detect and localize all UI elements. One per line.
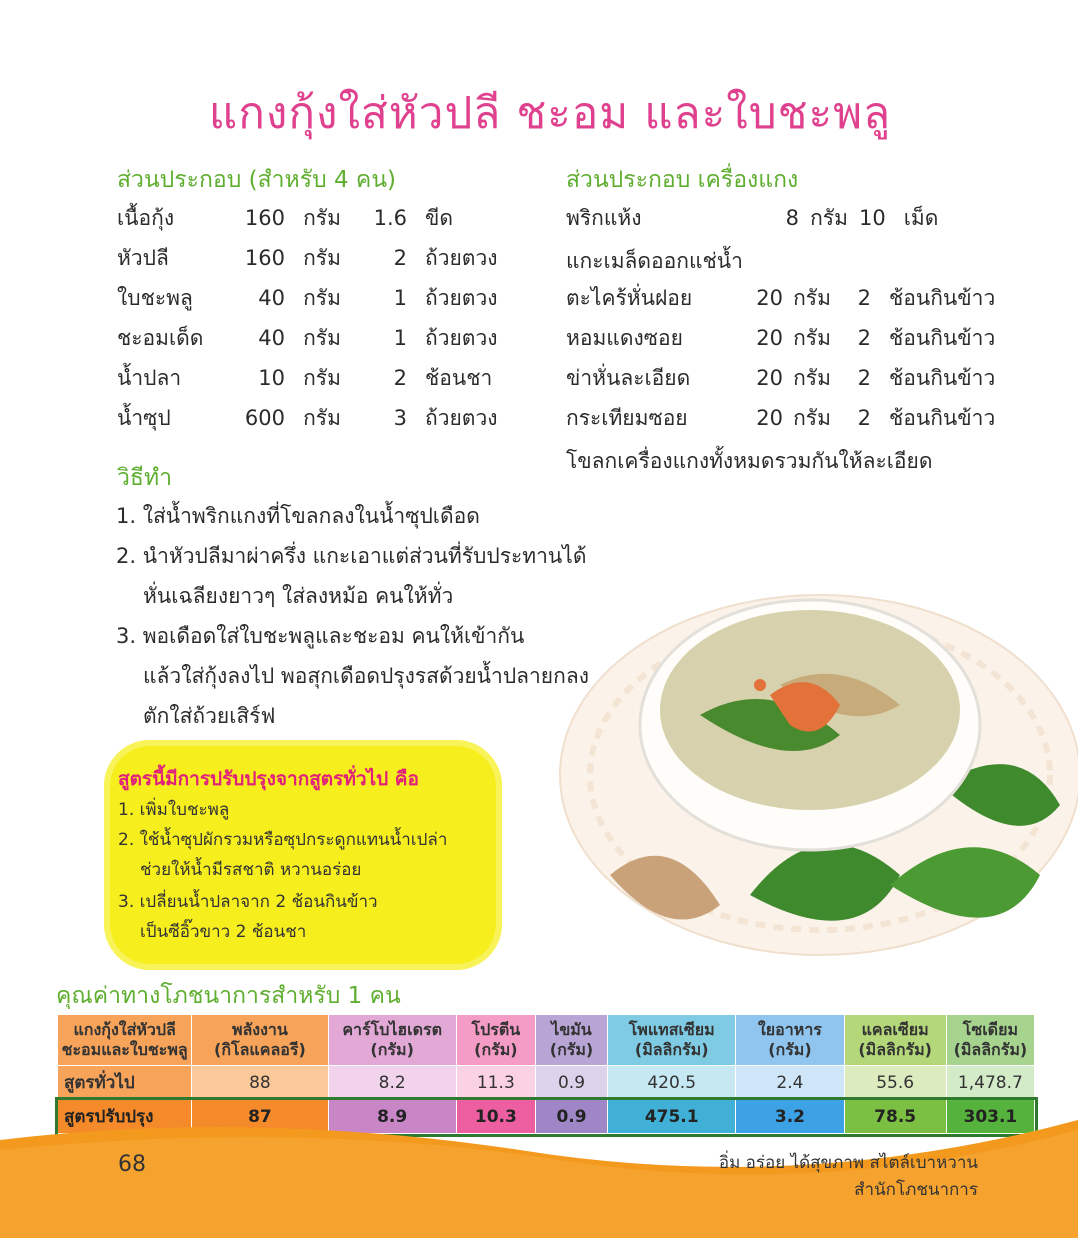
nutrition-value: 55.6: [844, 1066, 946, 1100]
paste-qty: 20: [756, 326, 783, 350]
nutrition-row-label: สูตรปรับปรุง: [58, 1100, 192, 1134]
ingredient-name: น้ำปลา: [117, 365, 182, 390]
ingredient-row: [117, 238, 498, 278]
ingredient-qty: 600: [244, 406, 285, 430]
paste-alt-unit: เม็ด: [903, 205, 939, 230]
method-heading: วิธีทำ: [117, 465, 173, 491]
paste-unit: กรัม: [793, 365, 831, 390]
ingredient-alt-qty: 2: [393, 366, 407, 390]
ingredient-row: [117, 358, 498, 398]
paste-alt-unit: ช้อนกินข้าว: [889, 325, 996, 350]
nutrition-value: 78.5: [844, 1100, 946, 1134]
paste-alt-qty: 2: [857, 406, 871, 430]
ingredient-unit: กรัม: [303, 325, 341, 350]
paste-name: พริกแห้ง: [566, 205, 642, 230]
paste-alt-unit: ช้อนกินข้าว: [889, 405, 996, 430]
method-step: 1. ใส่น้ำพริกแกงที่โขลกลงในน้ำซุปเดือด: [116, 504, 480, 528]
ingredient-row: [117, 198, 498, 238]
ingredient-alt-unit: ถ้วยตวง: [425, 245, 498, 270]
paste-table: [566, 198, 938, 238]
nutrition-column-header: โพแทสเซียม (มิลลิกรัม): [608, 1015, 736, 1066]
nutrition-value: 3.2: [736, 1100, 844, 1134]
nutrition-value: 11.3: [456, 1066, 535, 1100]
paste-unit: กรัม: [793, 405, 831, 430]
ingredient-alt-qty: 1.6: [373, 206, 407, 230]
paste-qty: 20: [756, 406, 783, 430]
ingredient-alt-unit: ถ้วยตวง: [425, 325, 498, 350]
ingredient-unit: กรัม: [303, 405, 341, 430]
method-step: 3. พอเดือดใส่ใบชะพลูและชะอม คนให้เข้ากัน: [116, 624, 525, 648]
ingredient-alt-qty: 1: [393, 326, 407, 350]
paste-row: [566, 198, 938, 238]
nutrition-column-header: แคลเซียม (มิลลิกรัม): [844, 1015, 946, 1066]
nutrition-value: 420.5: [608, 1066, 736, 1100]
paste-unit: กรัม: [810, 205, 848, 230]
ingredient-name: ชะอมเด็ด: [117, 325, 204, 350]
paste-row: [566, 398, 995, 438]
ingredients-heading: ส่วนประกอบ (สำหรับ 4 คน): [117, 167, 397, 193]
soup-bowl-photo: [520, 575, 1078, 1005]
ingredient-qty: 160: [244, 206, 285, 230]
nutrition-column-header: โปรตีน (กรัม): [456, 1015, 535, 1066]
paste-name: หอมแดงซอย: [566, 325, 683, 350]
nutrition-column-header: ไขมัน (กรัม): [535, 1015, 607, 1066]
improvement-note-item: 3. เปลี่ยนน้ำปลาจาก 2 ช้อนกินข้าว: [118, 892, 378, 912]
nutrition-value: 88: [192, 1066, 328, 1100]
nutrition-value: 303.1: [946, 1100, 1034, 1134]
ingredient-row: [117, 398, 498, 438]
ingredient-row: [117, 318, 498, 358]
nutrition-value: 8.9: [328, 1100, 456, 1134]
improvement-note-item: เป็นซีอิ๊วขาว 2 ช้อนชา: [140, 922, 307, 942]
paste-table-rest: [566, 278, 995, 438]
improvement-note-item: 1. เพิ่มใบชะพลู: [118, 800, 230, 820]
ingredient-alt-unit: ช้อนชา: [425, 365, 493, 390]
paste-row: [566, 358, 995, 398]
nutrition-row: [58, 1066, 1035, 1100]
nutrition-value: 8.2: [328, 1066, 456, 1100]
nutrition-value: 87: [192, 1100, 328, 1134]
ingredient-alt-unit: ถ้วยตวง: [425, 405, 498, 430]
ingredients-table: [117, 198, 498, 438]
improvement-note-item: 2. ใช้น้ำซุปผักรวมหรือซุปกระดูกแทนน้ำเปล่า: [118, 830, 448, 850]
paste-qty: 20: [756, 286, 783, 310]
paste-unit: กรัม: [793, 285, 831, 310]
nutrition-value: 475.1: [608, 1100, 736, 1134]
ingredient-alt-unit: ถ้วยตวง: [425, 285, 498, 310]
nutrition-value: 0.9: [535, 1066, 607, 1100]
paste-name: ข่าหั่นละเอียด: [566, 365, 691, 390]
ingredient-qty: 40: [258, 326, 285, 350]
paste-name: กระเทียมซอย: [566, 405, 688, 430]
ingredient-alt-qty: 3: [393, 406, 407, 430]
ingredient-qty: 160: [244, 246, 285, 270]
recipe-title: แกงกุ้งใส่หัวปลี ชะอม และใบชะพลู: [208, 88, 892, 139]
page-number: 68: [118, 1152, 146, 1177]
ingredient-name: ใบชะพลู: [117, 285, 193, 310]
method-step: หั่นเฉลียงยาวๆ ใส่ลงหม้อ คนให้ทั่ว: [143, 584, 454, 608]
paste-alt-qty: 2: [857, 326, 871, 350]
ingredient-name: หัวปลี: [117, 245, 169, 270]
ingredient-unit: กรัม: [303, 285, 341, 310]
ingredient-unit: กรัม: [303, 245, 341, 270]
nutrition-value: 0.9: [535, 1100, 607, 1134]
nutrition-heading: คุณค่าทางโภชนาการสำหรับ 1 คน: [56, 983, 401, 1009]
paste-alt-qty: 2: [857, 286, 871, 310]
ingredient-qty: 10: [258, 366, 285, 390]
paste-note: โขลกเครื่องแกงทั้งหมดรวมกันให้ละเอียด: [566, 449, 933, 473]
nutrition-table: [57, 1014, 1035, 1134]
nutrition-column-header: คาร์โบไฮเดรต (กรัม): [328, 1015, 456, 1066]
nutrition-column-header: โซเดียม (มิลลิกรัม): [946, 1015, 1034, 1066]
improvement-note-box: [104, 740, 502, 970]
paste-alt-unit: ช้อนกินข้าว: [889, 285, 996, 310]
method-step: 2. นำหัวปลีมาผ่าครึ่ง แกะเอาแต่ส่วนที่รับประทานได้: [116, 544, 587, 568]
ingredient-alt-unit: ขีด: [425, 205, 453, 230]
nutrition-column-header: ใยอาหาร (กรัม): [736, 1015, 844, 1066]
method-step: แล้วใส่กุ้งลงไป พอสุกเดือดปรุงรสด้วยน้ำปลายกลง: [143, 664, 589, 688]
paste-qty: 8: [785, 206, 799, 230]
paste-row: [566, 278, 995, 318]
paste-soak-note: แกะเมล็ดออกแช่น้ำ: [566, 249, 743, 273]
ingredient-unit: กรัม: [303, 205, 341, 230]
nutrition-value: 10.3: [456, 1100, 535, 1134]
paste-alt-qty: 2: [857, 366, 871, 390]
paste-alt-qty: 10: [859, 206, 886, 230]
paste-unit: กรัม: [793, 325, 831, 350]
ingredient-name: น้ำซุป: [117, 405, 171, 430]
paste-row: [566, 318, 995, 358]
paste-qty: 20: [756, 366, 783, 390]
ingredient-alt-qty: 2: [393, 246, 407, 270]
paste-heading: ส่วนประกอบ เครื่องแกง: [566, 167, 799, 193]
nutrition-column-header: พลังงาน (กิโลแคลอรี): [192, 1015, 328, 1066]
ingredient-row: [117, 278, 498, 318]
footer-credit: อิ่ม อร่อย ได้สุขภาพ สไตล์เบาหวาน สำนักโภชนาการ: [718, 1153, 978, 1200]
improvement-note-title: สูตรนี้มีการปรับปรุงจากสูตรทั่วไป คือ: [118, 768, 419, 790]
paste-alt-unit: ช้อนกินข้าว: [889, 365, 996, 390]
ingredient-alt-qty: 1: [393, 286, 407, 310]
nutrition-value: 1,478.7: [946, 1066, 1034, 1100]
ingredient-unit: กรัม: [303, 365, 341, 390]
method-step: ตักใส่ถ้วยเสิร์ฟ: [143, 704, 276, 728]
nutrition-value: 2.4: [736, 1066, 844, 1100]
nutrition-corner-label: แกงกุ้งใส่หัวปลี ชะอมและใบชะพลู: [58, 1015, 192, 1066]
improvement-note-item: ช่วยให้น้ำมีรสชาติ หวานอร่อย: [140, 860, 362, 880]
ingredient-qty: 40: [258, 286, 285, 310]
nutrition-row-label: สูตรทั่วไป: [58, 1066, 192, 1100]
paste-name: ตะไคร้หั่นฝอย: [566, 285, 693, 310]
ingredient-name: เนื้อกุ้ง: [117, 205, 175, 230]
